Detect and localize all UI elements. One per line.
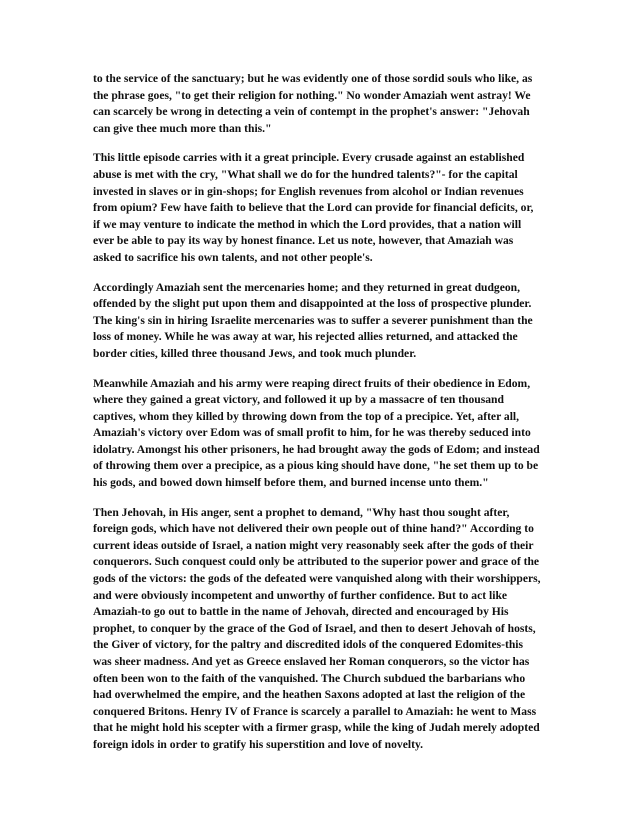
document-page <box>93 71 543 767</box>
paragraph-2: This little episode carries with it a great principle. Every crusade against an established abuse is met with the cry, "What shall we do for the hundred talents?"- for the capital invested in slaves or in gin-shops; for English revenues from alcohol or Indian revenues from opium? Few have faith to believe that the Lord can provide for financial deficits, or, if we may venture to indicate the method in which the Lord provides, that a nation will ever be able to pay its way by honest finance. Let us note, however, that Amaziah was asked to sacrifice his own talents, and not other people's. <box>93 151 534 264</box>
paragraph-5: Then Jehovah, in His anger, sent a prophet to demand, "Why hast thou sought after, foreign gods, which have not delivered their own people out of thine hand?" According to current ideas outside of Israel, a nation might very reasonably seek after the gods of their conquerors. Such conquest could only be attributed to the superior power and grace of the gods of the victors: the gods of the defeated were vanquished along with their worshippers, and were obviously incompetent and unworthy of further confidence. But to act like Amaziah-to go out to battle in the name of Jehovah, directed and encouraged by His prophet, to conquer by the grace of the God of Israel, and then to desert Jehovah of hosts, the Giver of victory, for the paltry and discredited idols of the conquered Edomites-this was sheer madness. And yet as Greece enslaved her Roman conquerors, so the victor has often been won to the faith of the vanquished. The Church subdued the barbarians who had overwhelmed the empire, and the heathen Saxons adopted at last the religion of the conquered Britons. Henry IV of France is scarcely a parallel to Amaziah: he went to Mass that he might hold his scepter with a firmer grasp, while the king of Judah merely adopted foreign idols in order to gratify his superstition and love of novelty. <box>93 505 541 751</box>
paragraph-4: Meanwhile Amaziah and his army were reaping direct fruits of their obedience in Edom, where they gained a great victory, and followed it up by a massacre of ten thousand captives, whom they killed by throwing down from the top of a precipice. Yet, after all, Amaziah's victory over Edom was of small profit to him, for he was thereby seduced into idolatry. Amongst his other prisoners, he had brought away the gods of Edom; and instead of throwing them over a precipice, as a pious king should have done, "he set them up to be his gods, and bowed down himself before them, and burned incense unto them." <box>93 376 540 490</box>
paragraph-1: to the service of the sanctuary; but he was evidently one of those sordid souls who like, as the phrase goes, "to get their religion for nothing." No wonder Amaziah went astray! We can scarcely be wrong in detecting a vein of contempt in the prophet's answer: "Jehovah can give thee much more than this." <box>93 72 533 135</box>
paragraph-3: Accordingly Amaziah sent the mercenaries home; and they returned in great dudgeon, offended by the slight put upon them and disappointed at the loss of prospective plunder. The king's sin in hiring Israelite mercenaries was to suffer a severer punishment than the loss of money. While he was away at war, his rejected allies returned, and attacked the border cities, killed three thousand Jews, and took much plunder. <box>93 280 533 360</box>
